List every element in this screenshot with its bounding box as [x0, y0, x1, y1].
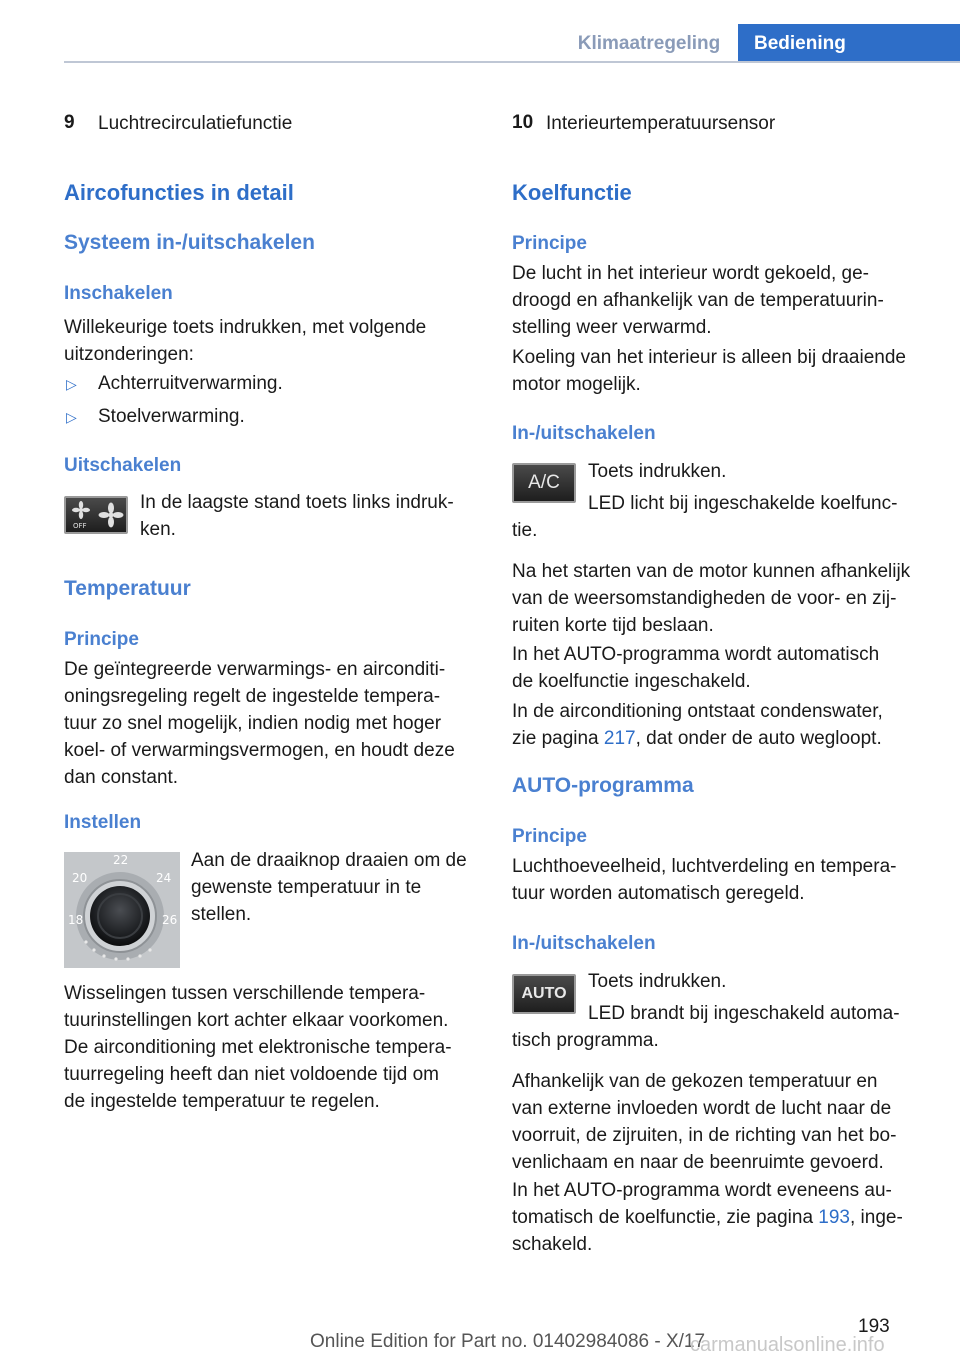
header-chapter-tab: Bediening [738, 24, 960, 63]
heading-principe-koel: Principe [512, 233, 587, 254]
inschakelen-line-1: Willekeurige toets indrukken, met volgende [64, 317, 427, 338]
temp-principe-text: De geïntegreerde verwarmings- en airconditi- oningsregeling regelt de ingestelde tempera- tuur zo snel mogelijk, indien nodig met hoger koel- of verwarmingsvermogen, en houdt deze dan constant. [64, 659, 455, 788]
koel-principe-text: De lucht in het interieur wordt gekoeld, ge- droogd en afhankelijk van de temperatuurin- stelling weer verwarmd. [512, 263, 884, 338]
heading-temperatuur: Temperatuur [64, 577, 191, 600]
svg-text:20: 20 [72, 871, 88, 885]
page-number: 193 [858, 1316, 890, 1337]
svg-text:OFF: OFF [73, 522, 87, 530]
auto-line-1: Toets indrukken. [588, 971, 727, 992]
watermark: carmanualsonline.info [690, 1334, 885, 1356]
wisselingen-text: Wisselingen tussen verschillende tempera- tuurinstellingen kort achter elkaar voorkomen. De airconditioning met elektronische tempera- tuurregeling heeft dan niet voldoende tijd om de ingestelde temperatuur te regelen. [64, 983, 452, 1112]
ac-line-1: Toets indrukken. [588, 461, 727, 482]
list-item: Achterruitverwarming. [98, 373, 283, 394]
heading-auto-programma: AUTO-programma [512, 774, 694, 797]
auto-button-icon [512, 974, 576, 1014]
heading-inuitschakelen-auto: In-/uitschakelen [512, 933, 656, 954]
auto-line-3: tisch programma. [512, 1030, 659, 1051]
ac-button-label: A/C [528, 472, 560, 493]
heading-principe: Principe [64, 629, 139, 650]
ac-line-3: tie. [512, 520, 538, 541]
ac-button-icon [512, 463, 576, 503]
page-217-link[interactable]: 217 [603, 728, 636, 749]
fan-icon [67, 499, 125, 531]
eveneens-text: In het AUTO-programma wordt eveneens au- tomatisch de koelfunctie, zie pagina 193, inge- schakeld. [512, 1180, 903, 1255]
heading-instellen: Instellen [64, 812, 142, 833]
fan-off-button-icon [64, 496, 128, 534]
svg-text:24: 24 [156, 871, 172, 885]
heading-koelfunctie: Koelfunctie [512, 180, 632, 205]
heading-aircofuncties: Aircofuncties in detail [64, 180, 294, 205]
item-10-label: Interieurtemperatuursensor [546, 113, 776, 134]
heading-inschakelen: Inschakelen [64, 283, 173, 304]
ac-line-2: LED licht bij ingeschakelde koelfunc- [588, 493, 898, 514]
header-section-tab: Klimaatregeling [577, 33, 721, 54]
item-10-number: 10 [512, 112, 534, 133]
svg-text:26: 26 [162, 913, 178, 927]
svg-text:22: 22 [113, 853, 129, 867]
uitschakelen-line-1: In de laagste stand toets links indruk- [140, 492, 454, 513]
inschakelen-line-2: uitzonderingen: [64, 344, 194, 365]
starten-text: Na het starten van de motor kunnen afhankelijk van de weersomstandigheden de voor- en zij- ruiten korte tijd beslaan. [512, 561, 911, 636]
koeling-text: Koeling van het interieur is alleen bij draaiende motor mogelijk. [512, 347, 906, 395]
auto-koel-text: In het AUTO-programma wordt automatisch de koelfunctie ingeschakeld. [512, 644, 880, 692]
condens-text: In de airconditioning ontstaat condenswater, zie pagina 217, dat onder de auto wegloopt. [512, 701, 883, 749]
footer-edition: Online Edition for Part no. 01402984086 - X/17 [310, 1331, 706, 1352]
auto-button-label: AUTO [521, 985, 567, 1002]
auto-principe-text: Luchthoeveelheid, luchtverdeling en tempera- tuur worden automatisch geregeld. [512, 856, 897, 904]
bullet-arrow-icon: ▷ [66, 376, 77, 392]
page-193-link[interactable]: 193 [818, 1207, 850, 1228]
header-rule [64, 61, 960, 63]
heading-uitschakelen: Uitschakelen [64, 455, 182, 476]
heading-systeem: Systeem in-/uitschakelen [64, 231, 315, 254]
instellen-text: Aan de draaiknop draaien om de gewenste temperatuur in te stellen. [191, 850, 467, 925]
afhankelijk-text: Afhankelijk van de gekozen temperatuur en van externe invloeden wordt de lucht naar de voorruit, de zijruiten, in de richting van het bo- venlichaam en naar de beenruimte gevoerd. [512, 1071, 897, 1173]
temperature-dial-image [64, 852, 180, 968]
item-9-number: 9 [64, 112, 75, 133]
auto-line-2: LED brandt bij ingeschakeld automa- [588, 1003, 900, 1024]
heading-inuitschakelen: In-/uitschakelen [512, 423, 656, 444]
item-9-label: Luchtrecirculatiefunctie [98, 113, 293, 134]
temperature-knob-icon [64, 852, 180, 968]
bullet-arrow-icon: ▷ [66, 409, 77, 425]
svg-text:18: 18 [68, 913, 84, 927]
heading-principe-auto: Principe [512, 826, 587, 847]
list-item: Stoelverwarming. [98, 406, 245, 427]
uitschakelen-line-2: ken. [140, 519, 176, 540]
